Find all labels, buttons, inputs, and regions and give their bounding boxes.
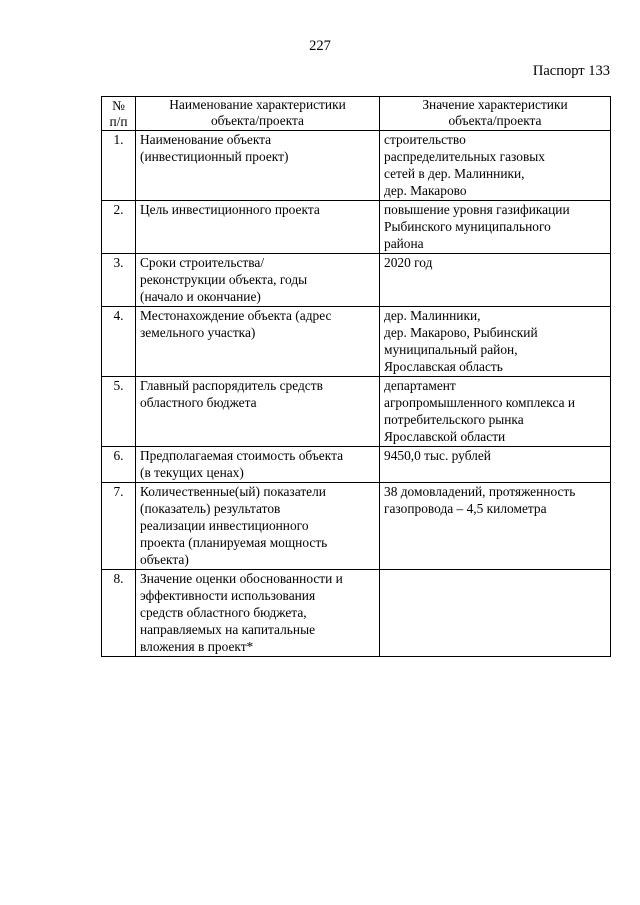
row-value: дер. Малинники, дер. Макарово, Рыбинский муниципальный район, Ярославская область bbox=[380, 307, 611, 377]
table-row bbox=[102, 131, 611, 201]
row-name: Количественные(ый) показатели (показатель) результатов реализации инвестиционного проекта (планируемая мощность объекта) bbox=[136, 483, 380, 570]
table-row bbox=[102, 483, 611, 570]
row-name: Цель инвестиционного проекта bbox=[136, 201, 380, 254]
row-name: Главный распорядитель средств областного бюджета bbox=[136, 377, 380, 447]
row-name: Предполагаемая стоимость объекта (в текущих ценах) bbox=[136, 447, 380, 483]
row-value: департамент агропромышленного комплекса и потребительского рынка Ярославской области bbox=[380, 377, 611, 447]
passport-label: Паспорт 133 bbox=[532, 63, 610, 79]
table-row bbox=[102, 447, 611, 483]
row-num: 3. bbox=[102, 254, 136, 307]
row-num: 8. bbox=[102, 570, 136, 657]
row-value: 2020 год bbox=[380, 254, 611, 307]
row-num: 4. bbox=[102, 307, 136, 377]
header-name: Наименование характеристики объекта/проекта bbox=[136, 97, 380, 131]
row-value: 9450,0 тыс. рублей bbox=[380, 447, 611, 483]
row-num: 1. bbox=[102, 131, 136, 201]
row-value: повышение уровня газификации Рыбинского муниципального района bbox=[380, 201, 611, 254]
table-row bbox=[102, 307, 611, 377]
row-value bbox=[380, 570, 611, 657]
page-number: 227 bbox=[309, 38, 331, 54]
row-name: Наименование объекта (инвестиционный проект) bbox=[136, 131, 380, 201]
row-num: 2. bbox=[102, 201, 136, 254]
passport-table bbox=[101, 96, 611, 657]
header-value: Значение характеристики объекта/проекта bbox=[380, 97, 611, 131]
table-row bbox=[102, 201, 611, 254]
row-name: Значение оценки обоснованности и эффективности использования средств областного бюджета, направляемых на капитальные вложения в проект* bbox=[136, 570, 380, 657]
table-header-row bbox=[102, 97, 611, 131]
table-row bbox=[102, 570, 611, 657]
table-row bbox=[102, 254, 611, 307]
row-name: Местонахождение объекта (адрес земельного участка) bbox=[136, 307, 380, 377]
table-row bbox=[102, 377, 611, 447]
row-num: 6. bbox=[102, 447, 136, 483]
row-value: строительство распределительных газовых сетей в дер. Малинники, дер. Макарово bbox=[380, 131, 611, 201]
row-num: 7. bbox=[102, 483, 136, 570]
row-num: 5. bbox=[102, 377, 136, 447]
row-name: Сроки строительства/ реконструкции объекта, годы (начало и окончание) bbox=[136, 254, 380, 307]
header-num: № п/п bbox=[102, 97, 136, 131]
row-value: 38 домовладений, протяженность газопровода – 4,5 километра bbox=[380, 483, 611, 570]
